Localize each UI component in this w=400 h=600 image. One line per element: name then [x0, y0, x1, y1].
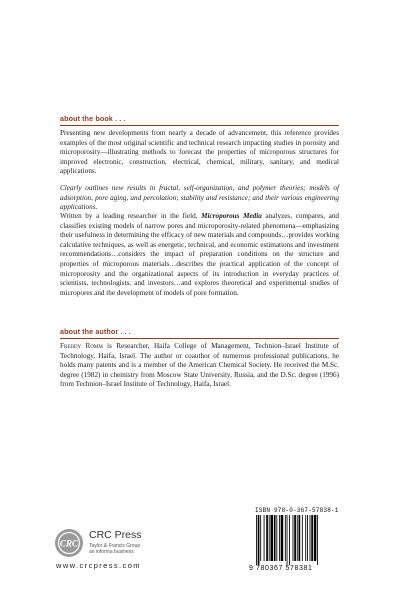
book-title-inline: Microporous Media — [201, 212, 262, 220]
crc-press-logo-icon — [54, 528, 84, 558]
book-description-paragraph — [60, 129, 339, 177]
publisher-name: CRC Press — [89, 529, 142, 541]
book-paragraph-3 — [60, 212, 339, 298]
about-book-heading: about the book . . . — [60, 114, 126, 123]
barcode-digits: 9 780367 578381 — [249, 565, 313, 572]
about-author-heading: about the author . . . — [60, 327, 131, 336]
divider-rule — [60, 125, 339, 126]
book-detail-paragraph — [60, 212, 339, 298]
publisher-group-line-2: an informa business — [89, 549, 134, 556]
book-paragraph-1: Presenting new developments from nearly a decade of advancement, this reference provides examples of the most original scientific and technical research impacting studies in porosity and microporosity—illustrating methods to forecast the properties of microporous structures for improved electronic, construction, electrical, chemical, military, sanitary, and medical applications. — [60, 129, 339, 176]
book-highlight-paragraph — [60, 184, 339, 213]
logo-text: CRC — [59, 538, 79, 549]
author-bio — [60, 342, 339, 390]
paragraph-lead: Written by a leading researcher in the field, — [60, 212, 202, 220]
author-bio-text: is Researcher, Haifa College of Management, Technion–Israel Institute of Technology, Haifa, Israel. The author or coauthor of numerous professional publications, he holds many patents and is a member of the American Chemical Society. He received the M.Sc. degree (1982) in chemistry from Moscow State University, Russia, and the D.Sc. degree (1996) from Technion–Israel Institute of Technology, Haifa, Israel. — [60, 342, 339, 389]
book-paragraph-2: Clearly outlines new results in fractal, self-organization, and polymer theories; models of adsorption, pore aging, and percolation; stability and resistance; and their various engineering applications. — [60, 184, 339, 212]
author-name: Freddy Romm — [60, 342, 103, 350]
divider-rule — [60, 338, 339, 339]
author-bio-paragraph — [60, 342, 339, 390]
publisher-group — [89, 543, 140, 555]
publisher-website[interactable]: www.crcpress.com — [56, 561, 141, 570]
paragraph-rest: analyzes, compares, and classifies existing models of narrow pores and microporosity-related phenomena—emphasizing their usefulness in determining the efficacy of new materials and compounds…provides working calculative techniques, as well as energetic, technical, and economic estimations and investment recommendations…considers the impact of preparation conditions on the structure and properties of microporous materials…describes the practical application of the concept of microporosity and the organizational aspects of its introduction in everyday practices of scientists, technologists, and investors…and explores theoretical and experimental studies of micropores and the development of models of pore formation. — [60, 212, 340, 297]
barcode-icon — [256, 515, 348, 565]
publisher-group-line-1: Taylor & Francis Group — [89, 543, 141, 549]
isbn-label: ISBN 978-0-367-57838-1 — [255, 507, 339, 514]
